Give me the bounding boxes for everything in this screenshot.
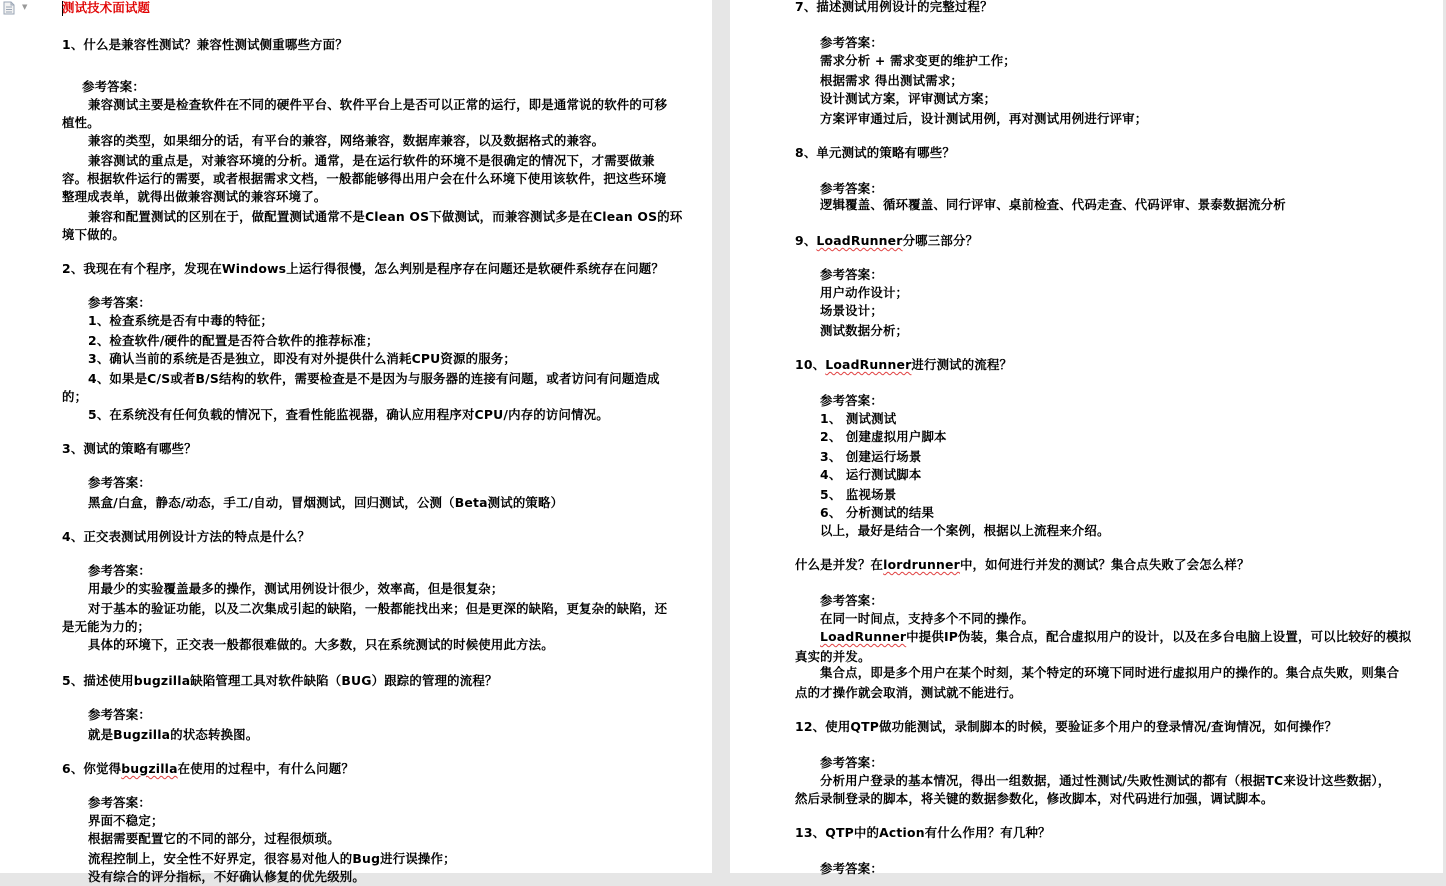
document-icon[interactable] — [2, 1, 16, 15]
left-text-line: 具体的环境下，正交表一般都很难做的。大多数，只在系统测试的时候使用此方法。 — [88, 637, 554, 652]
right-text-line: 6、 分析测试的结果 — [820, 505, 935, 520]
right-text-line: 需求分析 + 需求变更的维护工作； — [820, 53, 1016, 68]
right-text-line: 集合点，即是多个用户在某个时刻，某个特定的环境下同时进行虚拟用户的操作的。集合点失败，则集合 — [820, 665, 1400, 680]
left-text-line: 1、检查系统是否有中毒的特征； — [88, 313, 274, 328]
right-text-line: 3、 创建运行场景 — [820, 449, 922, 464]
right-text-line: 1、 测试测试 — [820, 411, 897, 426]
left-text-line: 3、确认当前的系统是否是独立，即没有对外提供什么消耗CPU资源的服务； — [88, 351, 516, 366]
right-text-line: 什么是并发？在lordrunner中，如何进行并发的测试？集合点失败了会怎么样？ — [795, 557, 1250, 572]
document-page-right[interactable] — [730, 0, 1446, 876]
left-text-line: 参考答案： — [88, 795, 151, 810]
right-text-line: 13、QTP中的Action有什么作用？有几种？ — [795, 825, 1051, 840]
right-text-line: 12、使用QTP做功能测试，录制脚本的时候，要验证多个用户的登录情况/查询情况，如何操作？ — [795, 719, 1338, 734]
left-text-line: 兼容和配置测试的区别在于，做配置测试通常不是Clean OS下做测试，而兼容测试多是在Clean OS的环 — [88, 209, 683, 224]
right-text-line: 用户动作设计； — [820, 285, 909, 300]
right-text-line: 场景设计； — [820, 303, 883, 318]
left-text-line: 4、正交表测试用例设计方法的特点是什么？ — [62, 529, 311, 544]
left-text-line: 植性。 — [62, 115, 100, 130]
document-title: 测试技术面试题 — [62, 0, 151, 15]
right-text-line: 分析用户登录的基本情况，得出一组数据，通过性测试/失败性测试的都有（根据TC来设计这些数据）， — [820, 773, 1391, 788]
right-text-line: 9、LoadRunner分哪三部分？ — [795, 233, 979, 248]
left-text-line: 5、描述使用bugzilla缺陷管理工具对软件缺陷（BUG）跟踪的管理的流程？ — [62, 673, 498, 688]
left-text-line: 参考答案： — [88, 475, 151, 490]
right-text-line: 参考答案： — [820, 861, 883, 876]
spellcheck-word[interactable]: LoadRunner — [820, 629, 907, 644]
right-text-line: 点的才操作就会取消，测试就不能进行。 — [795, 685, 1022, 700]
left-text-line: 兼容测试的重点是，对兼容环境的分析。通常，是在运行软件的环境不是很确定的情况下，才需要做兼 — [88, 153, 655, 168]
left-text-line: 就是Bugzilla的状态转换图。 — [88, 727, 259, 742]
left-text-line: 6、你觉得bugzilla在使用的过程中，有什么问题？ — [62, 761, 354, 776]
left-text-line: 境下做的。 — [62, 227, 125, 242]
left-text-line: 对于基本的验证功能，以及二次集成引起的缺陷，一般都能找出来；但是更深的缺陷，更复杂的缺陷，还 — [88, 601, 668, 616]
left-text-line: 兼容的类型，如果细分的话，有平台的兼容，网络兼容，数据库兼容，以及数据格式的兼容。 — [88, 133, 605, 148]
right-text-line: 10、LoadRunner进行测试的流程？ — [795, 357, 1013, 372]
left-text-line: 5、在系统没有任何负载的情况下，查看性能监视器，确认应用程序对CPU/内存的访问情况。 — [88, 407, 609, 422]
right-text-line: 参考答案： — [820, 755, 883, 770]
spellcheck-word[interactable]: bugzilla — [121, 761, 178, 776]
document-page-left[interactable] — [0, 0, 712, 884]
right-text-line: 在同一时间点，支持多个不同的操作。 — [820, 611, 1035, 626]
right-text-line: 方案评审通过后，设计测试用例，再对测试用例进行评审； — [820, 111, 1148, 126]
left-text-line: 3、测试的策略有哪些？ — [62, 441, 197, 456]
left-text-line: 黑盒/白盒，静态/动态，手工/自动，冒烟测试，回归测试，公测（Beta测试的策略） — [88, 495, 564, 510]
right-text-line: 5、 监视场景 — [820, 487, 897, 502]
left-text-line: 是无能为力的； — [62, 619, 151, 634]
spellcheck-word[interactable]: lordrunner — [883, 557, 960, 572]
left-text-line: 整理成表单，就得出做兼容测试的兼容环境了。 — [62, 189, 327, 204]
left-text-line: 兼容测试主要是检查软件在不同的硬件平台、软件平台上是否可以正常的运行，即是通常说的软件的可移 — [88, 97, 668, 112]
spellcheck-word[interactable]: LoadRunner — [816, 233, 903, 248]
left-text-line: 2、我现在有个程序，发现在Windows上运行得很慢，怎么判别是程序存在问题还是软硬件系统存在问题？ — [62, 261, 664, 276]
right-text-line: 参考答案： — [820, 267, 883, 282]
right-text-line: 参考答案： — [820, 181, 883, 196]
right-text-line: 参考答案： — [820, 35, 883, 50]
left-text-line: 参考答案： — [82, 79, 145, 94]
right-text-line: 2、 创建虚拟用户脚本 — [820, 429, 947, 444]
left-text-line: 参考答案： — [88, 295, 151, 310]
left-text-line: 用最少的实验覆盖最多的操作，测试用例设计很少，效率高，但是很复杂； — [88, 581, 504, 596]
left-text-line: 1、什么是兼容性测试？兼容性测试侧重哪些方面？ — [62, 37, 348, 52]
spellcheck-word[interactable]: LoadRunner — [825, 357, 912, 372]
right-text-line: 逻辑覆盖、循环覆盖、同行评审、桌前检查、代码走查、代码评审、景泰数据流分析 — [820, 197, 1286, 212]
right-text-line: 8、单元测试的策略有哪些？ — [795, 145, 955, 160]
right-text-line: 测试数据分析； — [820, 323, 909, 338]
left-text-line: 根据需要配置它的不同的部分，过程很烦琐。 — [88, 831, 340, 846]
left-text-line: 参考答案： — [88, 707, 151, 722]
left-text-line: 容。根据软件运行的需要，或者根据需求文档，一般都能够得出用户会在什么环境下使用该软件，把这些环境 — [62, 171, 667, 186]
right-text-line: 4、 运行测试脚本 — [820, 467, 922, 482]
right-text-line: LoadRunner中提供IP伪装，集合点，配合虚拟用户的设计，以及在多台电脑上设置，可以比较好的模拟 — [820, 629, 1412, 644]
right-text-line: 真实的并发。 — [795, 649, 871, 664]
right-text-line: 以上，最好是结合一个案例，根据以上流程来介绍。 — [820, 523, 1110, 538]
left-text-line: 4、如果是C/S或者B/S结构的软件，需要检查是不是因为与服务器的连接有问题，或者访问有问题造成 — [88, 371, 660, 386]
right-text-line: 7、描述测试用例设计的完整过程？ — [795, 0, 993, 14]
left-text-line: 参考答案： — [88, 563, 151, 578]
left-text-line: 的； — [62, 389, 88, 404]
right-text-line: 根据需求 得出测试需求； — [820, 73, 964, 88]
right-text-line: 设计测试方案，评审测试方案； — [820, 91, 997, 106]
right-text-line: 然后录制登录的脚本，将关键的数据参数化，修改脚本，对代码进行加强，调试脚本。 — [795, 791, 1274, 806]
dropdown-arrow-icon[interactable]: ▼ — [22, 3, 28, 11]
left-text-line: 流程控制上，安全性不好界定，很容易对他人的Bug进行误操作； — [88, 851, 456, 866]
left-text-line: 界面不稳定； — [88, 813, 164, 828]
page-gutter — [712, 0, 730, 873]
left-text-line: 2、检查软件/硬件的配置是否符合软件的推荐标准； — [88, 333, 379, 348]
right-text-line: 参考答案： — [820, 593, 883, 608]
right-text-line: 参考答案： — [820, 393, 883, 408]
left-text-line: 没有综合的评分指标，不好确认修复的优先级别。 — [88, 869, 365, 884]
